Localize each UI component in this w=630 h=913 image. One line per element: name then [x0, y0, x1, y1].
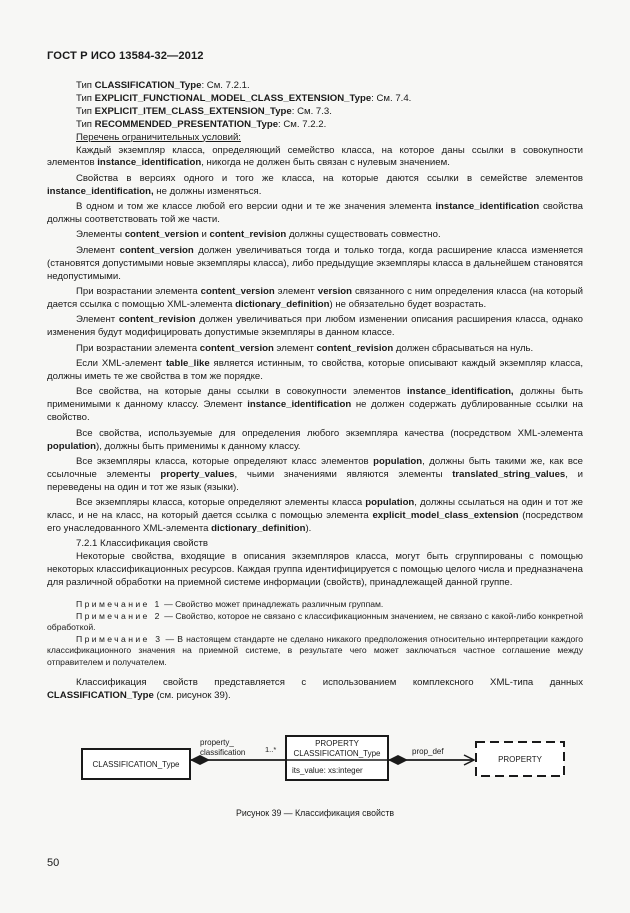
constraints-heading: Перечень ограничительных условий:: [76, 131, 241, 143]
text-run: должны существовать совместно.: [286, 229, 441, 241]
page-number: 50: [47, 857, 60, 869]
property-box-label: PROPERTY: [498, 755, 542, 764]
type-line: Тип CLASSIFICATION_Type: См. 7.2.1.: [76, 80, 250, 91]
constraint-paragraph: [47, 201, 583, 227]
text-run: Каждый экземпляр класса, определяющий семейство класса, на которое даны ссылки в совокупности элементов: [47, 144, 583, 169]
box-title-line: CLASSIFICATION_Type: [293, 749, 381, 758]
bold-term: version: [317, 286, 353, 298]
composition-diamond: [388, 755, 408, 765]
type-list: [76, 80, 583, 132]
bold-term: property_values: [160, 468, 235, 480]
document-header: ГОСТ Р ИСО 13584-32—2012: [47, 50, 204, 62]
constraint-paragraph: [47, 358, 583, 384]
text-run: При возрастании элемента: [76, 342, 200, 354]
bold-term: content_version: [199, 342, 274, 354]
text-run: При возрастании элемента: [76, 286, 201, 298]
constraint-paragraph: [47, 173, 583, 199]
bold-term: content_revision: [209, 229, 287, 241]
text-run: должен увеличиваться тогда и только тогда, когда расширение класса изменяется (становятся допустимыми новые экземпляры класса), либо предыдущие экземпляры класса в дальнейшем становятся недопустимыми.: [47, 244, 583, 282]
constraint-paragraphs: [47, 145, 583, 536]
bold-term: content_version: [124, 229, 199, 241]
text-run: , должны быть такими же, как все ссылочные элементы: [47, 455, 583, 480]
constraint-paragraph: [47, 229, 583, 242]
bold-term: instance_identification,: [47, 185, 154, 197]
constraint-paragraph: [47, 428, 583, 454]
note-item: Примечание 3 — В настоящем стандарте не сделано никакого предположения относительно интерпретации каждого классификационного значения на приемной системе, в результате чего может заключаться частное соглашение между отправителем и получателем.: [47, 633, 583, 667]
bold-term: population: [373, 455, 423, 467]
section-heading: 7.2.1 Классификация свойств: [76, 538, 208, 550]
text-run: не должны изменяться.: [153, 185, 262, 197]
text-run: элемент: [274, 286, 318, 298]
text-run: элемент: [273, 342, 317, 354]
constraint-paragraph: [47, 314, 583, 340]
text-run: и: [198, 229, 210, 241]
figure-caption: Рисунок 39 — Классификация свойств: [235, 808, 395, 818]
classification-type-label: CLASSIFICATION_Type: [92, 760, 180, 769]
section-paragraph: Некоторые свойства, входящие в описания экземпляров класса, могут быть сгруппированы с помощью некоторых классификационных ресурсов. Каждая группа идентифицируется с помощью целого числа и предназначена для различной обработки на приемной системе информации (свойств), принадлежащей данной группе.: [47, 551, 583, 589]
bold-term: CLASSIFICATION_Type: [47, 689, 154, 701]
classification-diagram: [60, 730, 570, 810]
bold-term: table_like: [165, 358, 210, 370]
constraint-paragraph: [47, 497, 583, 536]
bold-term: content_version: [200, 286, 275, 298]
multiplicity-label: 1..*: [265, 745, 277, 754]
text-run: Все свойства, используемые для определения любого экземпляра качества (посредством XML-элемента: [76, 427, 583, 439]
bold-term: translated_string_values: [452, 468, 566, 480]
text-run: должен сбрасываться на нуль.: [393, 342, 534, 354]
text-run: связанного с ним определения класса (на который дается ссылка с помощью XML-элемента: [47, 286, 583, 310]
bold-term: explicit_model_class_extension: [372, 510, 519, 522]
text-run: ) не обязательно будет возрастать.: [329, 299, 487, 310]
text-run: Классификация свойств представляется с использованием комплексного XML-типа данных: [76, 677, 583, 689]
text-run: Все экземпляры класса, которые определяют элементы класса: [76, 497, 366, 509]
bold-term: content_version: [119, 244, 194, 256]
bold-term: instance_identification: [247, 399, 352, 411]
text-run: (посредством его унаследованного XML-элемента: [47, 510, 583, 534]
text-run: , и переведены на один и тот же язык (языки).: [47, 468, 583, 493]
text-run: Все экземпляры класса, которые определяют класс элементов: [76, 455, 374, 467]
text-run: В одном и том же классе любой его версии одни и те же значения элемента: [76, 201, 436, 213]
constraint-paragraph: [47, 286, 583, 312]
bold-term: dictionary_definition: [211, 523, 306, 534]
bold-term: content_revision: [316, 342, 394, 354]
notes-block: [47, 599, 583, 668]
text-run: Элементы: [76, 229, 125, 241]
note-item: Примечание 2 — Свойство, которое не связано с классификационным значением, не связано с какой-либо конкретной обработкой.: [47, 610, 583, 633]
text-run: является истинным, то свойства, которые описывают каждый экземпляр класса, должны иметь те же свойства в том же порядке.: [47, 358, 584, 383]
constraint-paragraph: [47, 343, 583, 356]
bold-term: dictionary_definition: [235, 299, 330, 310]
text-run: ).: [305, 523, 312, 534]
text-run: должен увеличиваться при любом изменении описания расширения класса, однако изменения будут модифицировать допустимые экземпляры в данном классе.: [47, 314, 583, 339]
text-run: , должны ссылаться на один и тот же класс, и не на класс, на который дается ссылка с помощью элемента: [47, 497, 583, 522]
text-run: , никогда не должен быть связан с нулевым значением.: [201, 157, 450, 169]
constraint-paragraph: [47, 245, 583, 284]
box-attribute: its_value: xs:integer: [292, 766, 363, 775]
final-paragraph: [47, 677, 583, 703]
constraint-paragraph: [47, 145, 583, 171]
association-label: prop_def: [412, 747, 444, 756]
bold-term: population: [47, 440, 97, 452]
constraint-paragraph: [47, 456, 583, 495]
note-item: Примечание 1 — Свойство может принадлежать различным группам.: [76, 599, 384, 610]
text-run: Свойства в версиях одного и того же класса, на которые даются ссылки в семействе элементов: [76, 172, 583, 184]
type-line: Тип EXPLICIT_FUNCTIONAL_MODEL_CLASS_EXTENSION_Type: См. 7.4.: [76, 92, 412, 104]
text-run: Все свойства, на которые даны ссылки в совокупности элементов: [76, 386, 407, 398]
bold-term: population: [365, 497, 415, 509]
bold-term: instance_identification: [435, 201, 540, 213]
text-run: , чьими значениями являются элементы: [234, 468, 453, 480]
page-body: [47, 80, 583, 705]
text-run: Элемент: [76, 314, 119, 326]
text-run: Элемент: [76, 244, 120, 256]
bold-term: instance_identification: [97, 157, 202, 169]
type-line: Тип EXPLICIT_ITEM_CLASS_EXTENSION_Type: См. 7.3.: [76, 105, 332, 117]
text-run: ), должны быть применимы к данному классу.: [96, 440, 301, 452]
text-run: (см. рисунок 39).: [153, 689, 231, 701]
constraint-paragraph: [47, 386, 583, 425]
text-run: не должен содержать дублированные ссылки на свойство.: [47, 399, 583, 424]
bold-term: instance_identification,: [406, 386, 514, 398]
association-label: property_: [200, 738, 234, 747]
text-run: должны быть применимыми к данному классу. Элемент: [47, 386, 584, 411]
bold-term: content_revision: [118, 314, 196, 326]
association-label: classification: [200, 748, 246, 757]
box-title-line: PROPERTY: [315, 739, 359, 748]
text-run: свойства должны соответствовать той же части.: [47, 201, 583, 226]
type-line: Тип RECOMMENDED_PRESENTATION_Type: См. 7.2.2.: [76, 118, 327, 130]
text-run: Если XML-элемент: [76, 358, 166, 370]
